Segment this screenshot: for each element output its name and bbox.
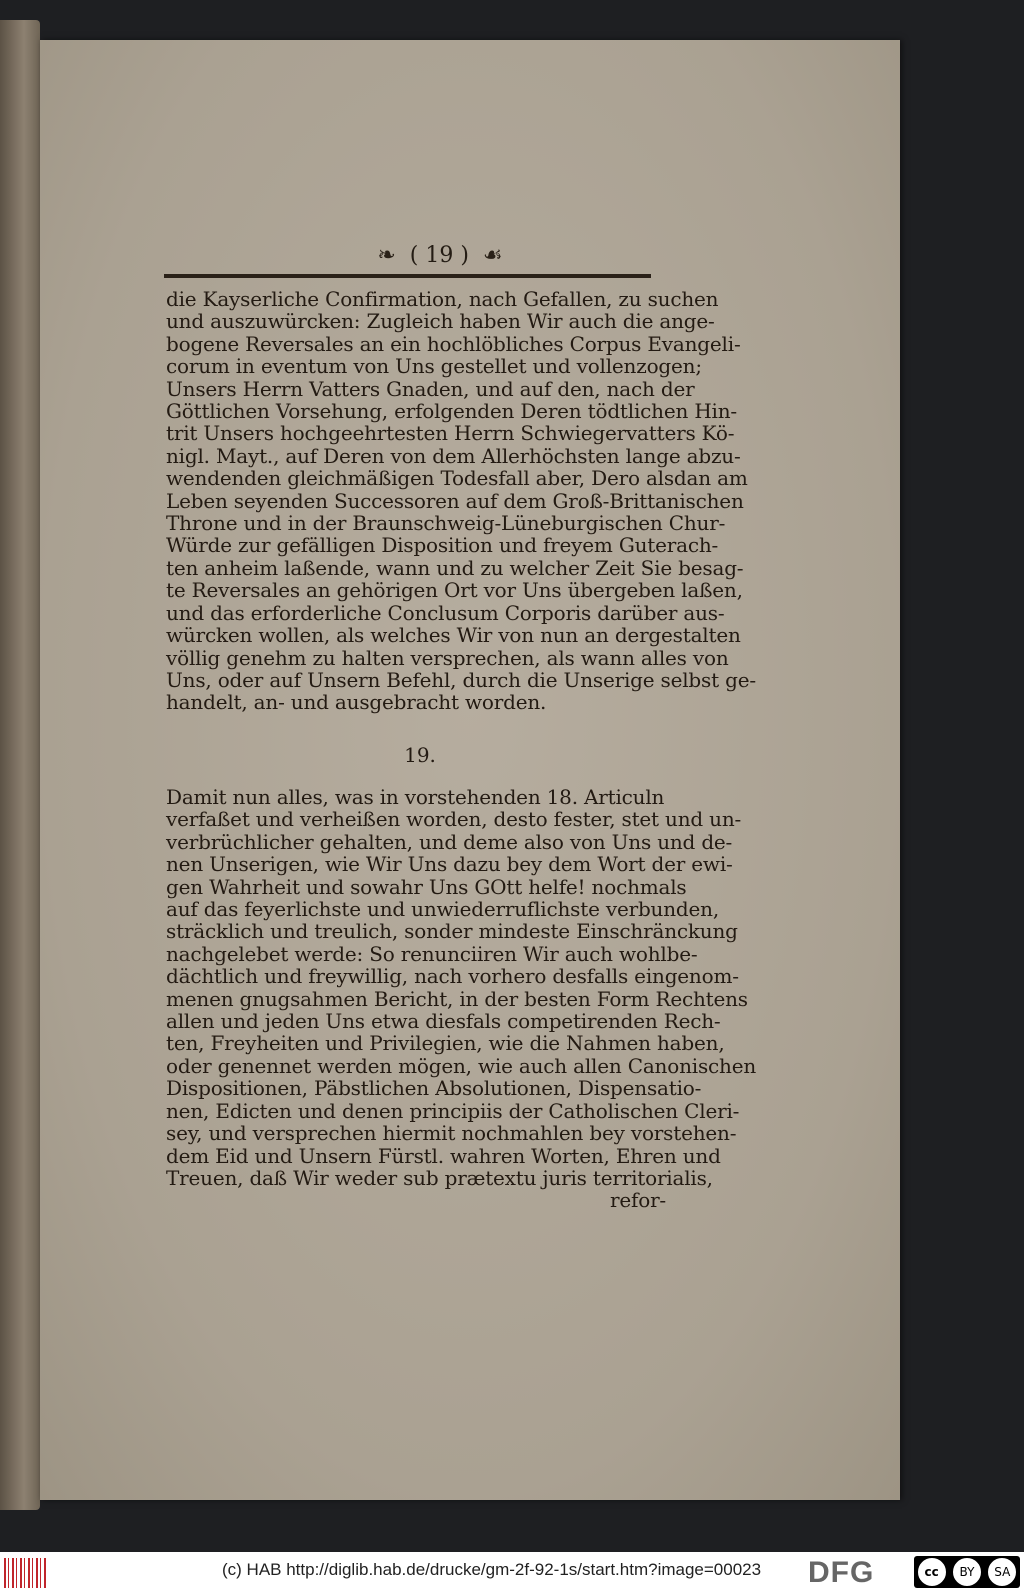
text-line: te Reversales an gehörigen Ort vor Uns übergeben laßen, xyxy=(166,578,743,603)
text-line: trit Unsers hochgeehrtesten Herrn Schwiegervatters Kö- xyxy=(166,421,735,446)
sa-icon: SA xyxy=(988,1558,1016,1586)
text-line: Leben seyenden Successoren auf dem Groß-Brittanischen xyxy=(166,488,744,513)
text-line: oder genennet werden mögen, wie auch allen Canonischen xyxy=(166,1053,757,1078)
text-line: Göttlichen Vorsehung, erfolgenden Deren tödtlichen Hin- xyxy=(166,399,737,424)
text-line: und das erforderliche Conclusum Corporis darüber aus- xyxy=(166,600,725,625)
text-line: sey, und versprechen hiermit nochmahlen bey vorstehen- xyxy=(166,1121,737,1146)
text-line: nigl. Mayt., auf Deren von dem Allerhöchsten lange abzu- xyxy=(166,443,741,468)
text-line: menen gnugsahmen Bericht, in der besten Form Rechtens xyxy=(166,986,748,1011)
text-line: sträcklich und treulich, sonder mindeste Einschränckung xyxy=(166,919,738,944)
text-line: Würde zur gefälligen Disposition und freyem Guterach- xyxy=(166,533,719,558)
left-ornament: ❧ xyxy=(377,242,396,268)
document-page xyxy=(40,40,900,1500)
text-line: die Kayserliche Confirmation, nach Gefallen, zu suchen xyxy=(166,287,719,311)
catchword xyxy=(166,1189,666,1211)
page-number: ( 19 ) xyxy=(409,242,469,268)
text-line: Uns, oder auf Unsern Befehl, durch die Unserige selbst ge- xyxy=(166,667,756,692)
text-line: handelt, an- und ausgebracht worden. xyxy=(166,690,547,715)
text-line: würcken wollen, als welches Wir von nun an dergestalten xyxy=(166,623,741,648)
footer-bar xyxy=(0,1552,1024,1592)
text-block-1 xyxy=(166,287,756,715)
page-header xyxy=(320,235,560,275)
text-line: Throne und in der Braunschweig-Lüneburgischen Chur- xyxy=(166,511,726,536)
text-line: ten anheim laßende, wann und zu welcher Zeit Sie besag- xyxy=(166,555,744,580)
text-line: verbrüchlicher gehalten, und deme also von Uns und de- xyxy=(166,829,733,854)
text-line: nen Unserigen, wie Wir Uns dazu bey dem Wort der ewi- xyxy=(166,852,733,877)
text-line: Damit nun alles, was in vorstehenden 18. Articuln xyxy=(166,785,665,809)
dfg-logo: DFG xyxy=(808,1556,875,1589)
text-line: Unsers Herrn Vatters Gnaden, und auf den, nach der xyxy=(166,376,695,401)
by-icon: BY xyxy=(953,1558,981,1586)
text-line: bogene Reversales an ein hochlöbliches Corpus Evangeli- xyxy=(166,331,741,356)
text-line: nen, Edicten und denen principiis der Catholischen Cleri- xyxy=(166,1098,740,1123)
text-line: wendenden gleichmäßigen Todesfall aber, Dero alsdan am xyxy=(166,466,748,491)
hab-barcode-logo xyxy=(4,1558,46,1588)
text-line: ten, Freyheiten und Privilegien, wie die Nahmen haben, xyxy=(166,1031,725,1056)
text-line: und auszuwürcken: Zugleich haben Wir auch die ange- xyxy=(166,309,715,334)
text-line: auf das feyerlichste und unwiederruflichste verbunden, xyxy=(166,897,719,922)
copyright-link[interactable]: (c) HAB http://diglib.hab.de/drucke/gm-2f-92-1s/start.htm?image=00023 xyxy=(222,1560,762,1579)
text-line: völlig genehm zu halten versprechen, als wann alles von xyxy=(166,645,729,670)
section-number: 19. xyxy=(404,743,436,767)
text-block-2 xyxy=(166,785,757,1190)
header-rule xyxy=(164,274,651,278)
right-ornament: ☙ xyxy=(482,242,503,268)
text-line: nachgelebet werde: So renunciiren Wir auch wohlbe- xyxy=(166,941,698,966)
text-line: corum in eventum von Uns gestellet und vollenzogen; xyxy=(166,354,702,379)
cc-license-badge[interactable] xyxy=(914,1556,1020,1588)
text-line: dächtlich und freywillig, nach vorhero desfalls eingenom- xyxy=(166,964,739,989)
text-line: Dispositionen, Päbstlichen Absolutionen, Dispensatio- xyxy=(166,1076,702,1101)
book-left-edge xyxy=(0,20,40,1510)
text-line: allen und jeden Uns etwa diesfals competirenden Rech- xyxy=(166,1009,721,1034)
text-line: verfaßet und verheißen worden, desto fester, stet und un- xyxy=(166,807,742,832)
text-line: Treuen, daß Wir weder sub prætextu juris territorialis, xyxy=(166,1165,713,1190)
text-line: dem Eid und Unsern Fürstl. wahren Worten, Ehren und xyxy=(166,1143,721,1168)
text-line: gen Wahrheit und sowahr Uns GOtt helfe! nochmals xyxy=(166,874,687,899)
catchword-text: refor- xyxy=(610,1188,666,1212)
cc-icon: cc xyxy=(918,1558,946,1586)
